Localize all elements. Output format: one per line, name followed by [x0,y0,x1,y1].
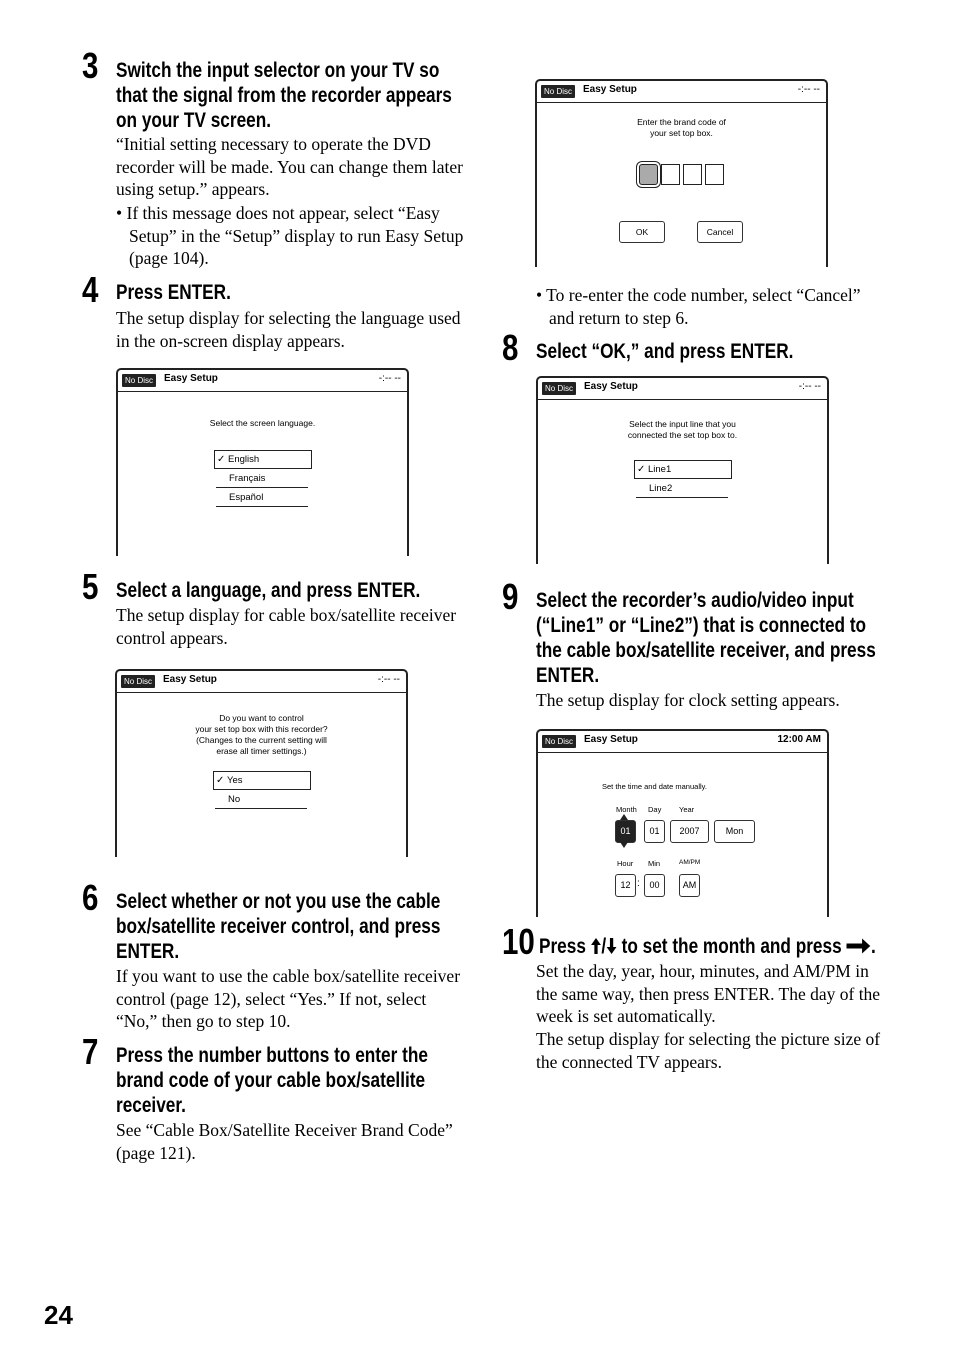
option-english[interactable] [214,450,312,469]
step-6-heading: Select whether or not you use the cable box/satellite receiver control, and press ENTER. [116,890,441,963]
no-disc-badge: No Disc [121,675,155,688]
arrow-down-icon [620,842,628,848]
code-digit-4[interactable] [705,164,724,185]
arrow-up-icon [591,937,602,955]
ok-button[interactable]: OK [619,221,665,243]
min-field[interactable]: 00 [644,874,665,897]
time-separator: : [637,878,640,889]
screen-title: Easy Setup [164,373,218,384]
step-9-body: The setup display for clock setting appears. [536,690,840,710]
clock-screen [536,729,829,917]
page-number: 24 [44,1300,73,1330]
step-10-body: Set the day, year, hour, minutes, and AM/PM in the same way, then press ENTER. The day of the week is set automatically. [536,961,881,1027]
step-5-heading: Select a language, and press ENTER. [116,579,421,602]
label-day: Day [648,805,662,814]
screen-header [538,378,827,400]
label-min: Min [648,859,661,868]
code-digit-1[interactable] [639,164,658,185]
step-5-body: The setup display for cable box/satellite receiver control appears. [116,605,457,648]
option-line2[interactable] [636,480,728,498]
label-hour: Hour [617,859,634,868]
step-7-number: 7 [82,1031,99,1072]
option-label: Français [229,473,266,484]
label-ampm: AM/PM [679,859,701,866]
screen-message: Set the time and date manually. [602,782,707,791]
screen-time: -:-- -- [797,84,820,95]
option-label: Line1 [648,464,672,475]
screen-message: Select the input line that you connected the set top box to. [627,419,738,440]
step-6-number: 6 [82,877,99,918]
option-espanol[interactable] [216,489,308,507]
step-8-number: 8 [502,327,519,368]
screen-message: Select the screen language. [209,418,316,428]
screen-title: Easy Setup [163,674,217,685]
brand-code-screen [535,79,828,267]
step-9-number: 9 [502,576,519,617]
check-icon: ✓ [216,775,225,786]
step-3-heading: Switch the input selector on your TV so that the signal from the recorder appears on your TV screen. [116,59,452,132]
language-screen [116,368,409,556]
option-label: Yes [227,775,243,786]
screen-message: Enter the brand code of your set top box. [637,117,726,138]
step-10-body-2: The setup display for selecting the picture size of the connected TV appears. [536,1029,881,1072]
input-line-screen [536,376,829,564]
screen-time: -:-- -- [377,674,400,685]
step-7-body: See “Cable Box/Satellite Receiver Brand Code” (page 121). [116,1120,453,1163]
label-month: Month [616,805,637,814]
arrow-right-icon [846,938,871,954]
no-disc-badge: No Disc [542,735,576,748]
step-10-heading-end: . [871,935,876,958]
label-year: Year [679,805,695,814]
screen-clock-time: 12:00 AM [777,734,821,745]
step-9-heading: Select the recorder’s audio/video input (“Line1” or “Line2”) that is connected to the cable box/satellite receiver, and press ENTER. [536,589,876,687]
option-francais[interactable] [216,470,308,488]
step-10-heading [539,934,900,959]
screen-header [117,671,406,693]
cancel-button[interactable]: Cancel [697,221,743,243]
check-icon: ✓ [217,454,226,465]
screen-header [538,731,827,753]
step-7-bullet: • To re-enter the code number, select “Cancel” and return to step 6. [536,285,861,328]
arrow-down-icon [606,937,617,955]
step-10-number: 10 [502,921,535,962]
step-6-body: If you want to use the cable box/satellite receiver control (page 12), select “Yes.” If not, select “No,” then go to step 10. [116,966,461,1032]
no-disc-badge: No Disc [541,85,575,98]
option-yes[interactable] [213,771,311,790]
step-3-number: 3 [82,45,99,86]
screen-title: Easy Setup [584,734,638,745]
code-digit-2[interactable] [661,164,680,185]
step-3-bullet: • If this message does not appear, select “Easy Setup” in the “Setup” display to run Easy Setup (page 104). [116,203,464,269]
option-no[interactable] [215,791,307,809]
year-field[interactable]: 2007 [670,820,709,843]
step-10-heading-pre: Press [539,935,591,958]
step-4-number: 4 [82,269,99,310]
step-8-heading: Select “OK,” and press ENTER. [536,340,794,363]
option-line1[interactable] [634,460,732,479]
no-disc-badge: No Disc [122,374,156,387]
slash-separator: / [601,935,607,958]
screen-message: Do you want to control your set top box with this recorder? (Changes to the current setting will erase all timer settings.) [195,713,328,756]
option-label: Español [229,492,264,503]
screen-header [537,81,826,103]
option-label: No [228,794,241,805]
step-7-heading: Press the number buttons to enter the brand code of your cable box/satellite receiver. [116,1044,428,1117]
cable-control-screen [115,669,408,857]
step-3-body: “Initial setting necessary to operate the DVD recorder will be made. You can change them later using setup.” appears. [116,134,463,200]
check-icon: ✓ [637,464,646,475]
month-field[interactable]: 01 [615,820,636,843]
option-label: Line2 [649,483,673,494]
step-4-body: The setup display for selecting the language used in the on-screen display appears. [116,308,461,351]
screen-time: -:-- -- [378,373,401,384]
screen-title: Easy Setup [583,84,637,95]
step-4-heading: Press ENTER. [116,281,231,304]
screen-time: -:-- -- [798,381,821,392]
hour-field[interactable]: 12 [615,874,636,897]
day-field[interactable]: 01 [644,820,665,843]
screen-header [118,370,407,392]
step-10-heading-mid: to set the month and press [616,935,847,958]
weekday-field: Mon [714,820,755,843]
no-disc-badge: No Disc [542,382,576,395]
ampm-field[interactable]: AM [679,874,700,897]
screen-title: Easy Setup [584,381,638,392]
option-label: English [228,454,260,465]
code-digit-3[interactable] [683,164,702,185]
step-5-number: 5 [82,566,99,607]
